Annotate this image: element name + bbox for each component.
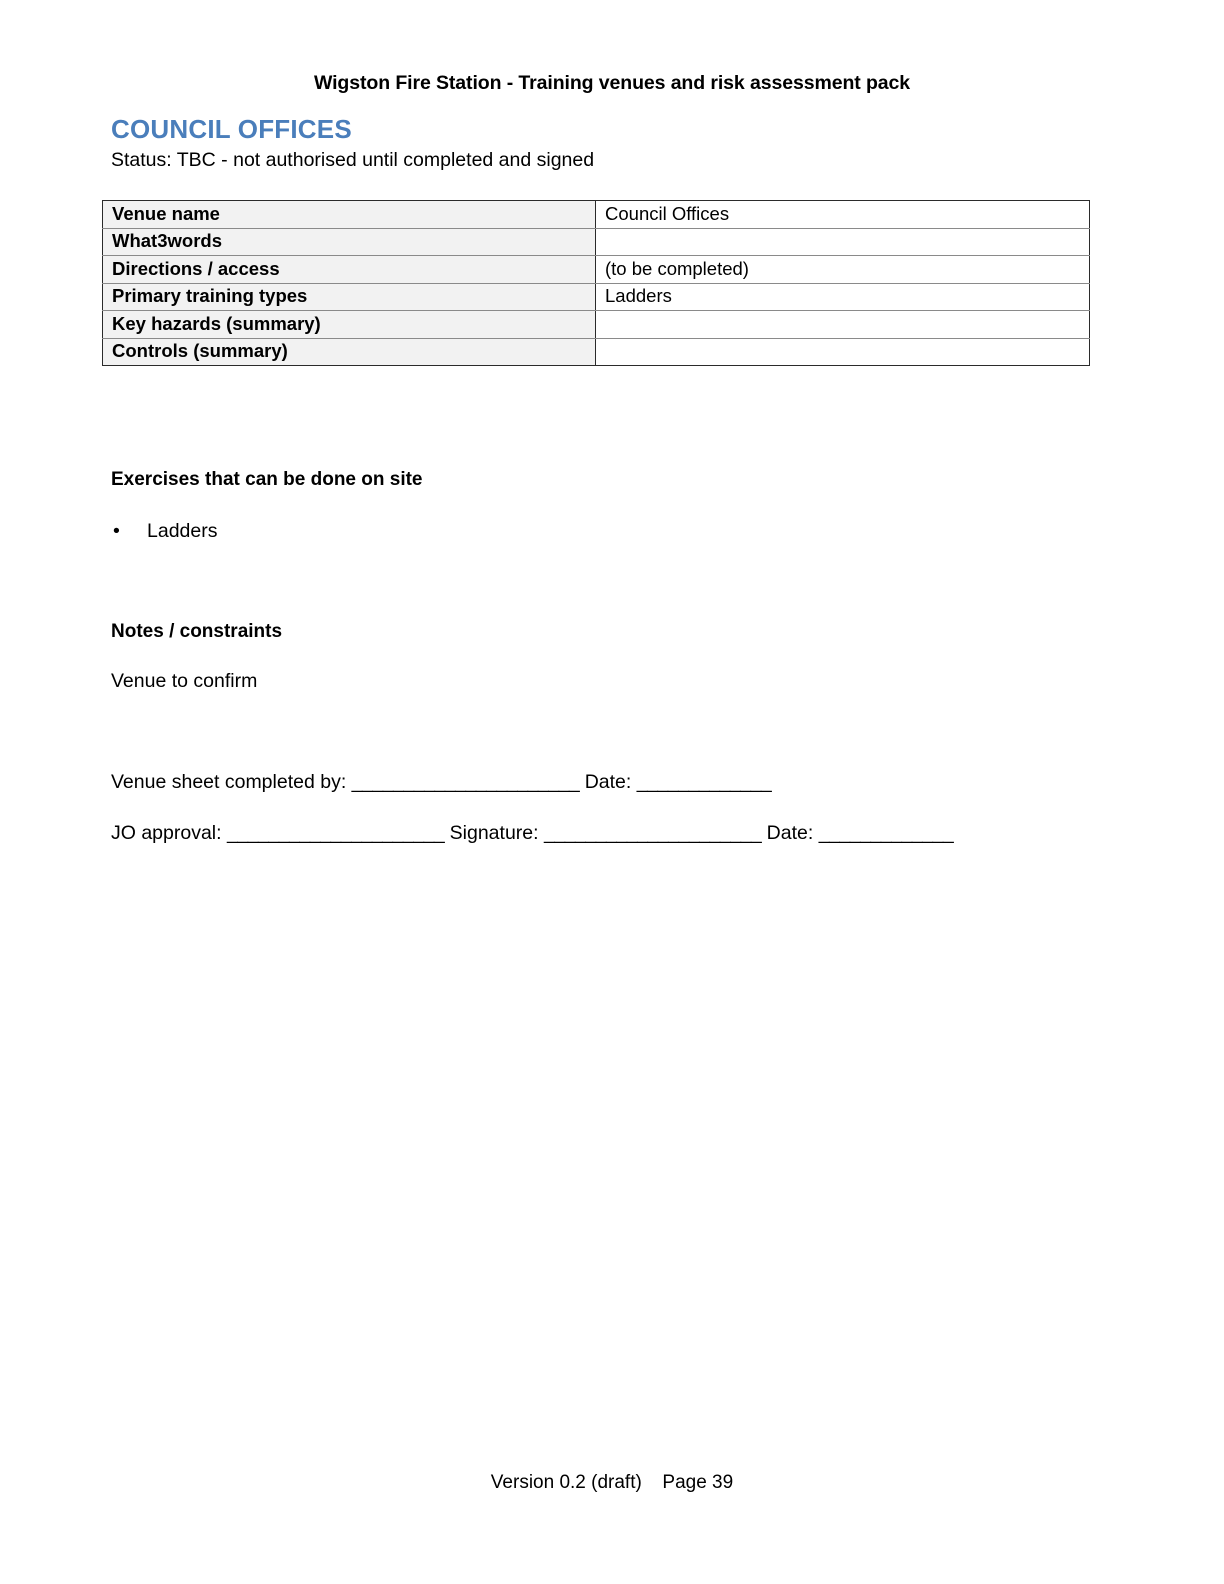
list-item-label: Ladders bbox=[147, 520, 218, 542]
list-item bbox=[111, 519, 217, 544]
table-row bbox=[103, 256, 1090, 284]
venue-status-line: Status: TBC - not authorised until completed and signed bbox=[111, 149, 595, 171]
exercises-section-heading: Exercises that can be done on site bbox=[111, 469, 423, 490]
jo-approval-date-rule[interactable]: _____________ bbox=[818, 822, 954, 844]
table-cell-label: Primary training types bbox=[103, 283, 596, 311]
exercises-list bbox=[111, 519, 217, 544]
completed-by-rule[interactable]: ______________________ bbox=[351, 771, 580, 793]
table-cell-label: Controls (summary) bbox=[103, 338, 596, 366]
table-cell-label: Key hazards (summary) bbox=[103, 311, 596, 339]
venue-details-table-body bbox=[103, 201, 1090, 366]
footer-page-number: Page 39 bbox=[662, 1472, 734, 1493]
venue-details-table bbox=[102, 200, 1090, 366]
jo-approval-line bbox=[111, 822, 953, 845]
table-cell-value[interactable]: (to be completed) bbox=[596, 256, 1090, 284]
signature-label: Signature: bbox=[449, 822, 539, 844]
document-header-title: Wigston Fire Station - Training venues and risk assessment pack bbox=[313, 72, 911, 94]
table-cell-value[interactable] bbox=[596, 338, 1090, 366]
table-row bbox=[103, 338, 1090, 366]
venue-sheet-completed-by-line bbox=[111, 771, 771, 794]
table-cell-label: Directions / access bbox=[103, 256, 596, 284]
venue-heading: COUNCIL OFFICES bbox=[111, 114, 352, 144]
signature-rule[interactable]: _____________________ bbox=[543, 822, 762, 844]
notes-section-heading: Notes / constraints bbox=[111, 621, 283, 642]
table-row bbox=[103, 283, 1090, 311]
completed-by-label: Venue sheet completed by: bbox=[111, 771, 347, 793]
table-cell-label: Venue name bbox=[103, 201, 596, 229]
jo-approval-date-label: Date: bbox=[766, 822, 814, 844]
table-row bbox=[103, 201, 1090, 229]
bullet-icon: • bbox=[113, 520, 120, 542]
jo-approval-rule[interactable]: _____________________ bbox=[226, 822, 445, 844]
jo-approval-label: JO approval: bbox=[111, 822, 222, 844]
table-cell-value[interactable] bbox=[596, 311, 1090, 339]
table-cell-value[interactable]: Council Offices bbox=[596, 201, 1090, 229]
table-row bbox=[103, 228, 1090, 256]
table-cell-value[interactable] bbox=[596, 228, 1090, 256]
table-cell-value[interactable]: Ladders bbox=[596, 283, 1090, 311]
footer-version: Version 0.2 (draft) bbox=[490, 1472, 642, 1493]
table-cell-label: What3words bbox=[103, 228, 596, 256]
page-footer bbox=[0, 1472, 1224, 1494]
notes-text: Venue to confirm bbox=[111, 670, 258, 692]
completed-by-date-label: Date: bbox=[584, 771, 632, 793]
table-row bbox=[103, 311, 1090, 339]
completed-by-date-rule[interactable]: _____________ bbox=[636, 771, 772, 793]
